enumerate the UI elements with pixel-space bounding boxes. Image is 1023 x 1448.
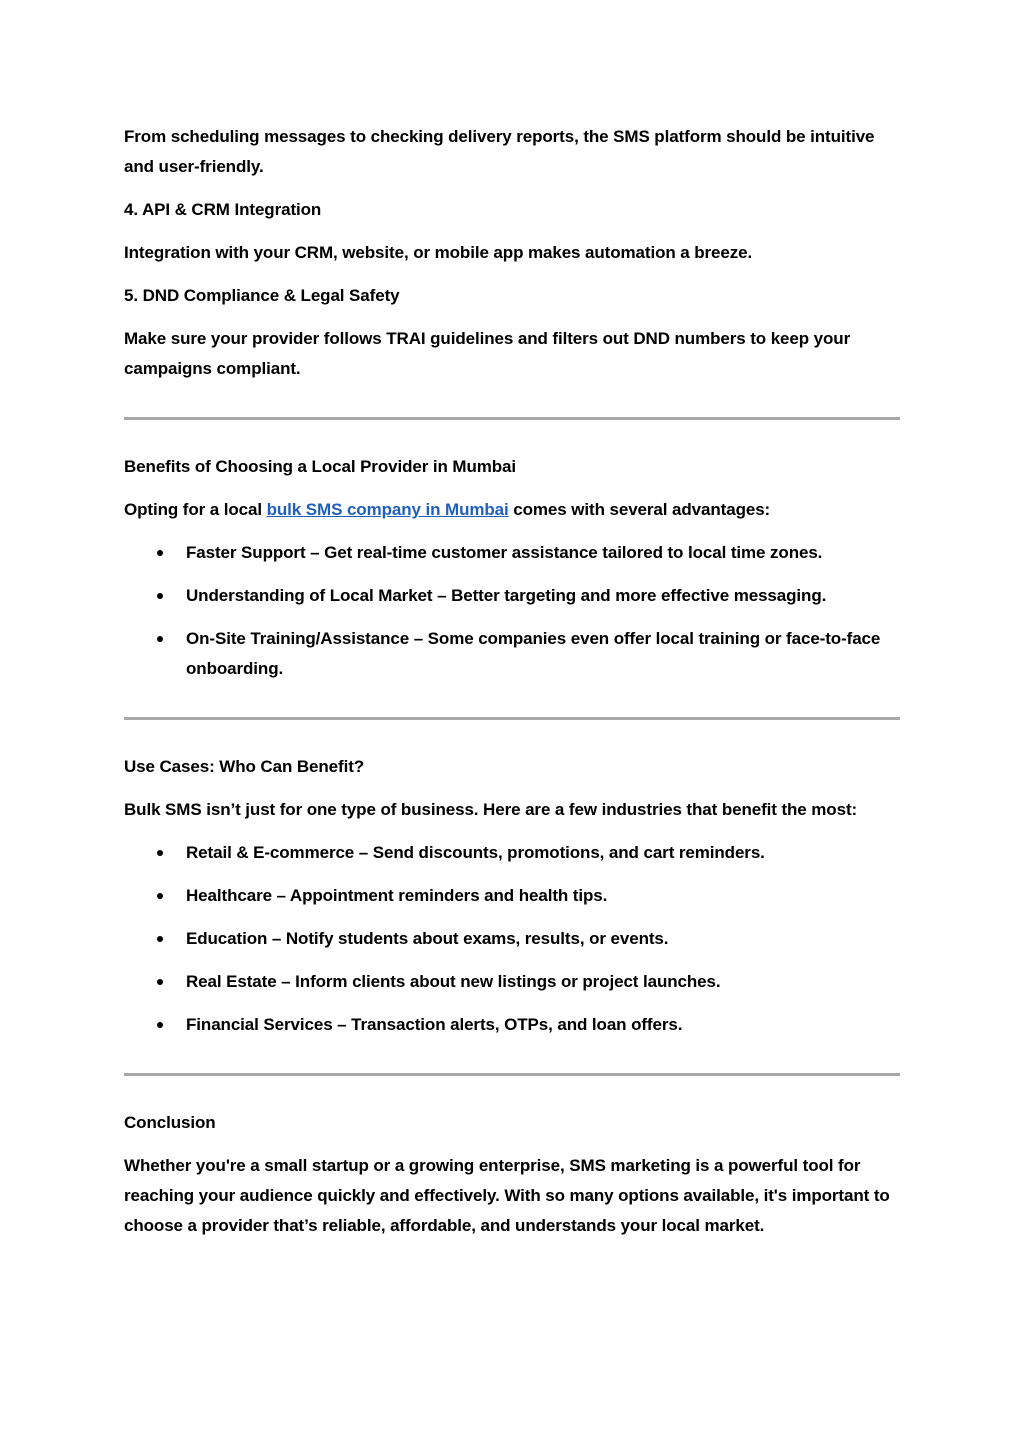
bullet-icon [157, 636, 163, 642]
list-item [124, 1010, 900, 1040]
divider [124, 717, 900, 720]
bullet-icon [157, 1022, 163, 1028]
list-item [124, 624, 900, 684]
use-cases-list [124, 838, 900, 1040]
intro-paragraph: From scheduling messages to checking delivery reports, the SMS platform should be intuitive and user-friendly. [124, 127, 875, 176]
list-item-text: Understanding of Local Market – Better targeting and more effective messaging. [186, 586, 827, 605]
list-item-text: Real Estate – Inform clients about new listings or project launches. [186, 972, 721, 991]
list-item-text: Faster Support – Get real-time customer assistance tailored to local time zones. [186, 543, 823, 562]
bullet-icon [157, 850, 163, 856]
list-item [124, 538, 900, 568]
bullet-icon [157, 593, 163, 599]
bullet-icon [157, 936, 163, 942]
list-item [124, 924, 900, 954]
benefits-list [124, 538, 900, 684]
use-cases-intro: Bulk SMS isn’t just for one type of business. Here are a few industries that benefit the most: [124, 800, 858, 819]
document-page [124, 122, 900, 1241]
list-item-text: Education – Notify students about exams, results, or events. [186, 929, 669, 948]
benefits-intro-after: comes with several advantages: [508, 500, 771, 519]
list-item-text: Financial Services – Transaction alerts, OTPs, and loan offers. [186, 1015, 683, 1034]
bullet-icon [157, 979, 163, 985]
bullet-icon [157, 893, 163, 899]
divider [124, 1073, 900, 1076]
section-text-dnd: Make sure your provider follows TRAI guidelines and filters out DND numbers to keep your campaigns compliant. [124, 329, 851, 378]
list-item-text: Retail & E-commerce – Send discounts, promotions, and cart reminders. [186, 843, 765, 862]
bulk-sms-mumbai-link[interactable]: bulk SMS company in Mumbai [266, 500, 509, 519]
use-cases-heading: Use Cases: Who Can Benefit? [124, 757, 365, 776]
list-item [124, 967, 900, 997]
section-heading-api-crm: 4. API & CRM Integration [124, 200, 322, 219]
list-item-text: Healthcare – Appointment reminders and health tips. [186, 886, 608, 905]
benefits-intro-before: Opting for a local [124, 500, 267, 519]
list-item [124, 581, 900, 611]
benefits-heading: Benefits of Choosing a Local Provider in Mumbai [124, 457, 517, 476]
section-text-api-crm: Integration with your CRM, website, or mobile app makes automation a breeze. [124, 243, 753, 262]
divider [124, 417, 900, 420]
benefits-intro [124, 495, 900, 525]
conclusion-heading: Conclusion [124, 1113, 216, 1132]
section-heading-dnd: 5. DND Compliance & Legal Safety [124, 286, 400, 305]
list-item-text: On-Site Training/Assistance – Some companies even offer local training or face-to-face onboarding. [186, 629, 881, 678]
conclusion-text: Whether you're a small startup or a growing enterprise, SMS marketing is a powerful tool for reaching your audience quickly and effectively. With so many options available, it's important to choose a provider that’s reliable, affordable, and understands your local market. [124, 1156, 890, 1235]
bullet-icon [157, 550, 163, 556]
list-item [124, 881, 900, 911]
list-item [124, 838, 900, 868]
